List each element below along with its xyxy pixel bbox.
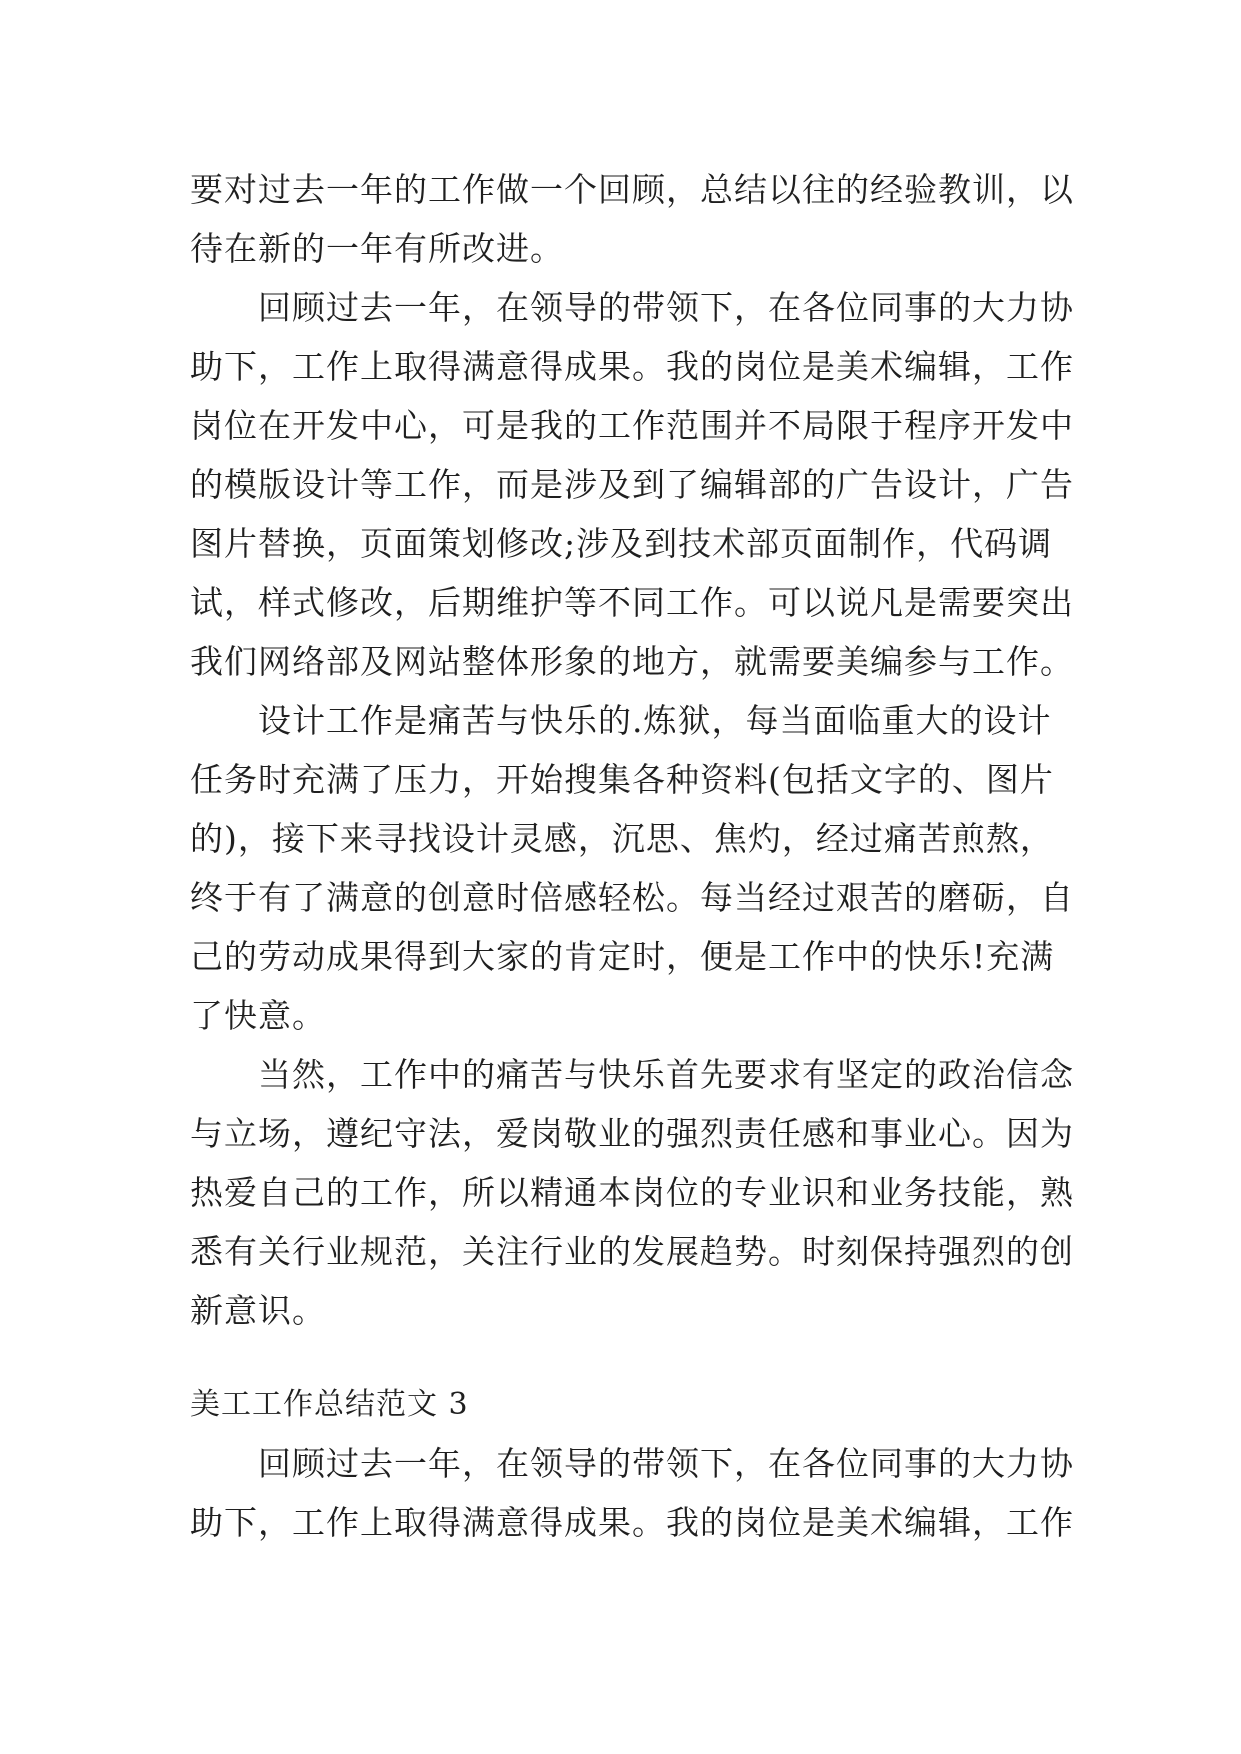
paragraph-1 (190, 160, 1074, 278)
paragraph-line: 己的劳动成果得到大家的肯定时，便是工作中的快乐!充满 (190, 937, 1055, 976)
paragraph-line: 任务时充满了压力，开始搜集各种资料(包括文字的、图片 (190, 760, 1054, 799)
paragraph-4 (190, 1045, 1074, 1340)
paragraph-line: 终于有了满意的创意时倍感轻松。每当经过艰苦的磨砺，自 (190, 878, 1074, 917)
paragraph-line: 与立场，遵纪守法，爱岗敬业的强烈责任感和事业心。因为 (190, 1114, 1074, 1153)
paragraph-5 (190, 1434, 1074, 1552)
paragraph-line: 要对过去一年的工作做一个回顾，总结以往的经验教训，以 (190, 170, 1074, 209)
paragraph-line: 悉有关行业规范，关注行业的发展趋势。时刻保持强烈的创 (190, 1232, 1074, 1271)
paragraph-line: 助下，工作上取得满意得成果。我的岗位是美术编辑，工作 (190, 347, 1074, 386)
paragraph-line: 的)，接下来寻找设计灵感，沉思、焦灼，经过痛苦煎熬， (190, 819, 1054, 858)
section-heading: 美工工作总结范文 3 (190, 1387, 469, 1422)
paragraph-line: 岗位在开发中心，可是我的工作范围并不局限于程序开发中 (190, 406, 1074, 445)
section-spacer (190, 1340, 1070, 1375)
paragraph-line: 回顾过去一年，在领导的带领下，在各位同事的大力协 (258, 288, 1074, 327)
paragraph-line: 了快意。 (190, 996, 326, 1035)
paragraph-line: 试，样式修改，后期维护等不同工作。可以说凡是需要突出 (190, 583, 1074, 622)
paragraph-line: 当然，工作中的痛苦与快乐首先要求有坚定的政治信念 (258, 1055, 1074, 1094)
paragraph-line: 图片替换，页面策划修改;涉及到技术部页面制作，代码调 (190, 524, 1053, 563)
paragraph-line: 回顾过去一年，在领导的带领下，在各位同事的大力协 (258, 1444, 1074, 1483)
paragraph-line: 的模版设计等工作，而是涉及到了编辑部的广告设计，广告 (190, 465, 1074, 504)
paragraph-3 (190, 691, 1074, 1045)
paragraph-line: 待在新的一年有所改进。 (190, 229, 564, 268)
paragraph-line: 新意识。 (190, 1291, 326, 1330)
paragraph-line: 助下，工作上取得满意得成果。我的岗位是美术编辑，工作 (190, 1503, 1074, 1542)
paragraph-line: 设计工作是痛苦与快乐的.炼狱，每当面临重大的设计 (258, 701, 1052, 740)
document-body (190, 160, 1074, 1552)
paragraph-2 (190, 278, 1074, 691)
paragraph-line: 热爱自己的工作，所以精通本岗位的专业识和业务技能，熟 (190, 1173, 1074, 1212)
paragraph-line: 我们网络部及网站整体形象的地方，就需要美编参与工作。 (190, 642, 1074, 681)
